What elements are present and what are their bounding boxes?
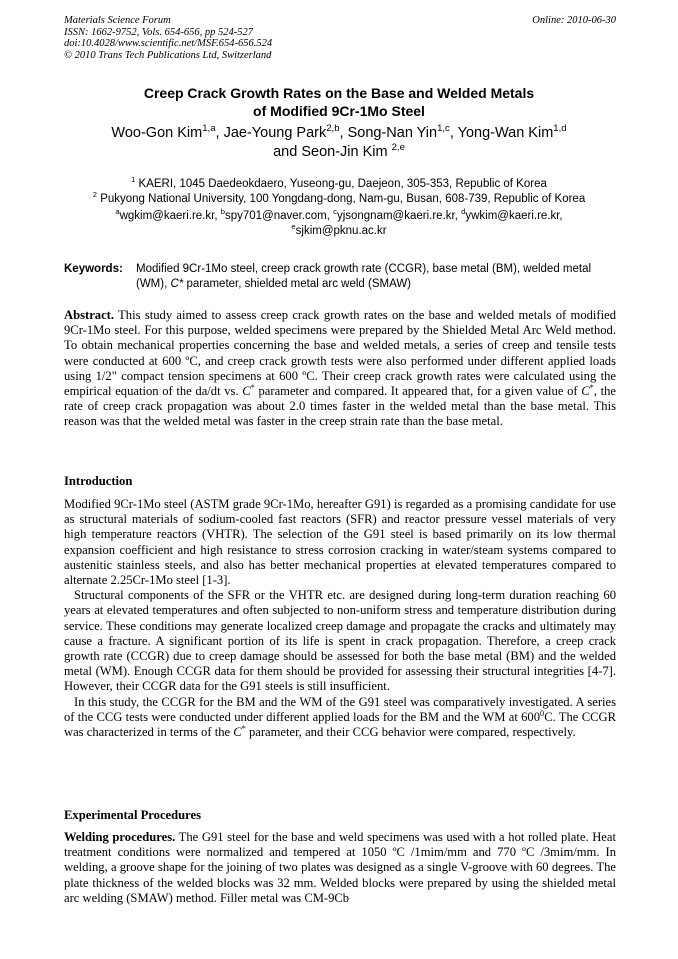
- email-address: wgkim@kaeri.re.kr,: [119, 210, 221, 222]
- author-emails: [0, 209, 678, 238]
- email-mark: a: [115, 207, 120, 217]
- author-name: Song-Nan Yin: [347, 125, 438, 141]
- author-separator: ,: [449, 125, 458, 141]
- degree-mark: 0: [540, 708, 545, 718]
- journal-copyright: © 2010 Trans Tech Publications Ltd, Switzerland: [64, 49, 272, 61]
- email-mark: b: [220, 207, 225, 217]
- affiliation-text: KAERI, 1045 Daedeokdaero, Yuseong-gu, Daejeon, 305-353, Republic of Korea: [135, 178, 547, 190]
- keywords-part: Modified 9Cr-1Mo steel, creep crack growth rate (CCGR), base metal (BM), welded metal (WM),: [136, 263, 592, 290]
- author-affiliation-mark: 1,c: [437, 123, 450, 135]
- email-address: spy701@naver.com,: [224, 210, 334, 222]
- affiliations: [0, 177, 678, 206]
- abstract-text: parameter and compared. It appeared that, for a given value of: [254, 384, 582, 399]
- experimental-body: [64, 830, 616, 906]
- email-address: ywkim@kaeri.re.kr,: [465, 210, 563, 222]
- paragraph: Modified 9Cr-1Mo steel (ASTM grade 9Cr-1Mo, hereafter G91) is regarded as a promising candidate for use as structural materials of sodium-cooled fast reactors (SFR) and reactor pressure vessel materials of very high temperature reactors (VHTR). The selection of the G91 steel is based primarily on its low thermal expansion coefficient and high resistance to stress corrosion cracking in water/steam systems compared to austenitic stainless steels, and also has better mechanical properties at elevated temperatures compared to alternate 2.25Cr-1Mo steel [1-3].: [64, 497, 616, 588]
- affiliation-1: [0, 177, 678, 192]
- paragraph-text: C. The CCGR was characterized in terms of the: [64, 709, 616, 740]
- paper-title-line-1: Creep Crack Growth Rates on the Base and Welded Metals: [143, 85, 535, 101]
- introduction-body: [64, 497, 616, 740]
- abstract-text: , the rate of creep crack propagation was about 2.0 times faster in the welded metal than the base metal. This reason was that the welded metal was faster in the creep strain rate than the base metal.: [64, 384, 617, 429]
- c-star-mark: *: [589, 382, 594, 392]
- keywords-c-star: C*: [170, 277, 184, 290]
- journal-header: [64, 15, 272, 61]
- author-name: Woo-Gon Kim: [111, 125, 203, 141]
- author-affiliation-mark: 1,a: [202, 123, 216, 135]
- paper-title: [0, 84, 678, 120]
- email-address: yjsongnam@kaeri.re.kr,: [336, 210, 462, 222]
- author-affiliation-mark: 1,d: [553, 123, 567, 135]
- c-symbol: C: [581, 384, 590, 399]
- affiliation-number: 2: [92, 189, 97, 199]
- c-star-mark: *: [250, 382, 255, 392]
- abstract: [64, 308, 616, 430]
- journal-doi: doi:10.4028/www.scientific.net/MSF.654-656.524: [64, 38, 273, 49]
- online-date: Online: 2010-06-30: [532, 15, 616, 26]
- author-separator: ,: [339, 125, 348, 141]
- abstract-text: This study aimed to assess creep crack growth rates on the base and welded metals of modified 9Cr-1Mo steel. For this purpose, welded specimens were prepared by the Shielded Metal Arc Weld method. To obtain mechanical properties concerning the base and welded metals, a series of creep and tensile tests were conducted at 600 ºC, and creep crack growth tests were also performed under different applied loads using 1/2" compact tension specimens at 600 ºC. Their creep crack growth rates were calculated using the empirical equation of the da/dt vs.: [64, 308, 616, 399]
- author-name: and Seon-Jin Kim: [273, 144, 392, 160]
- keywords-label: Keywords:: [64, 263, 123, 275]
- author-affiliation-mark: 2,b: [326, 123, 340, 135]
- paragraph: [64, 695, 616, 741]
- journal-issn: ISSN: 1662-9752, Vols. 654-656, pp 524-527: [64, 26, 253, 38]
- author-list: [0, 124, 678, 162]
- paper-title-line-2: of Modified 9Cr-1Mo Steel: [253, 103, 425, 119]
- keywords-text: [136, 262, 616, 291]
- affiliation-text: Pukyong National University, 100 Yongdang-dong, Nam-gu, Busan, 608-739, Republic of Korea: [97, 192, 586, 205]
- paragraph-text: The G91 steel for the base and weld specimens was used with a hot rolled plate. Heat treatment conditions were normalized and tempered at 1050 ºC /1mim/mm and 770 ºC /3mim/mm. In welding, a groove shape for the joining of two plates was designed as a single V-groove with 60 degrees. The plate thickness of the welded blocks was 32 mm. Welded blocks were prepared by using the shielded metal arc welding (SMAW) method. Filler metal was CM-9Cb: [64, 830, 616, 905]
- email-mark: e: [291, 221, 296, 231]
- journal-name: Materials Science Forum: [64, 15, 171, 26]
- author-name: Jae-Young Park: [223, 125, 327, 141]
- experimental-heading: Experimental Procedures: [64, 808, 201, 822]
- introduction-heading: Introduction: [64, 474, 133, 488]
- c-symbol: C: [242, 384, 251, 399]
- author-affiliation-mark: 2,e: [391, 142, 405, 154]
- affiliation-2: [0, 189, 678, 207]
- email-address: sjkim@pknu.ac.kr: [295, 224, 387, 237]
- email-mark: d: [461, 207, 466, 217]
- keywords: [64, 262, 616, 291]
- author-separator: ,: [215, 125, 224, 141]
- welding-procedures-lead: Welding procedures.: [64, 830, 176, 844]
- author-name: Yong-Wan Kim: [457, 125, 554, 141]
- c-star-mark: *: [241, 723, 246, 733]
- keywords-part: parameter, shielded metal arc weld (SMAW): [183, 277, 412, 290]
- paragraph: Structural components of the SFR or the VHTR etc. are designed during long-term duration reaching 60 years at elevated temperatures and often subjected to non-uniform stress and temperature distribution during service. These conditions may generate localized creep damage and propagate the cracks and ultimately may cause a fracture. A significant portion of its life is spent in crack propagation. Therefore, a creep crack growth rate (CCGR) due to creep damage should be assessed for both the base metal (BM) and the welded metal (WM). Enough CCGR data for them should be provided for assessing their structural integrities [4-7]. However, their CCGR data for the G91 steels is still insufficient.: [64, 588, 616, 694]
- c-symbol: C: [233, 725, 242, 740]
- paragraph-text: In this study, the CCGR for the BM and the WM of the G91 steel was comparatively investigated. A series of the CCG tests were conducted under different applied loads for the BM and the WM at 600: [64, 694, 616, 724]
- paragraph-text: parameter, and their CCG behavior were compared, respectively.: [245, 725, 576, 740]
- affiliation-number: 1: [131, 175, 136, 185]
- email-mark: c: [333, 207, 337, 217]
- abstract-label: Abstract.: [64, 308, 115, 322]
